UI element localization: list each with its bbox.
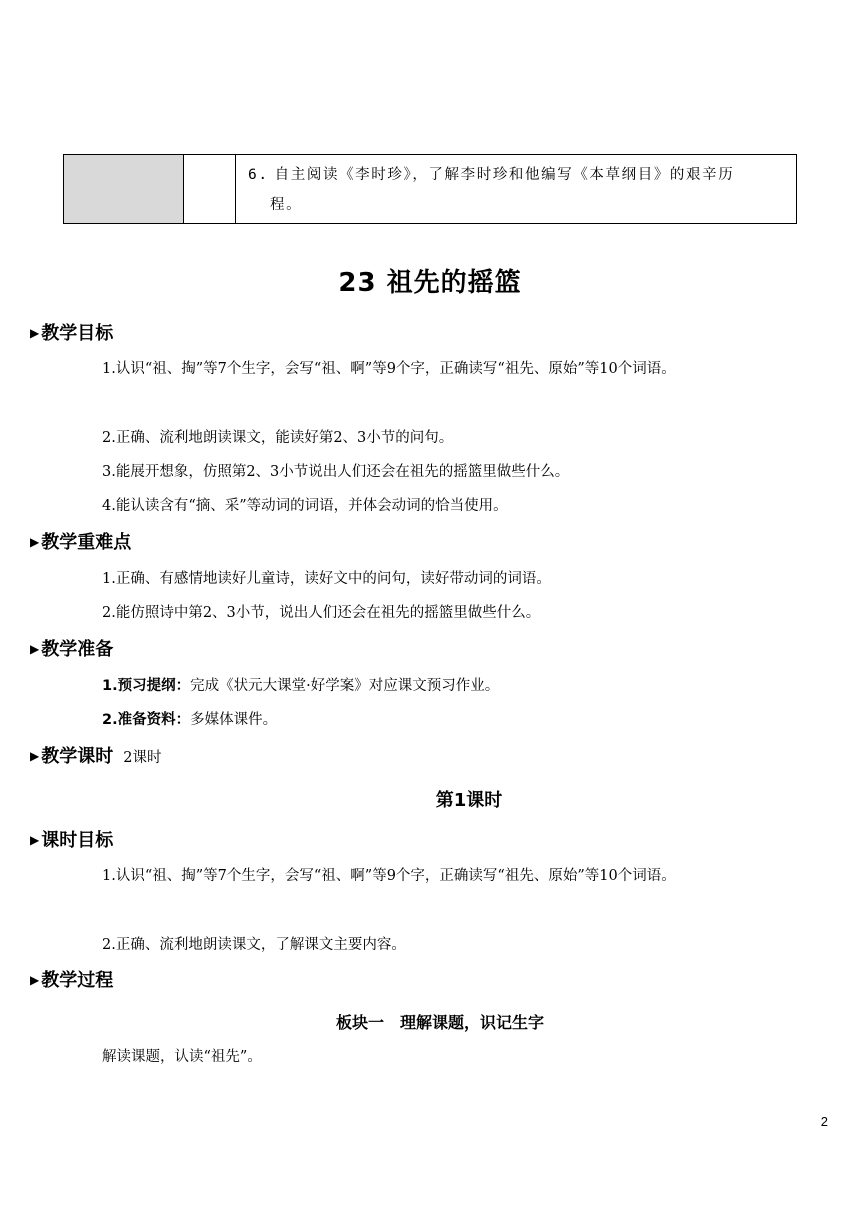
period-objective-item-1: 1.认识“祖、掏”等7个生字，会写“祖、啊”等9个字，正确读写“祖先、原始”等10个词语。 xyxy=(102,868,676,884)
table-fragment xyxy=(63,154,797,224)
key-point-item-2: 2.能仿照诗中第2、3小节，说出人们还会在祖先的摇篮里做些什么。 xyxy=(102,605,541,621)
section-heading-process: ▶ 教学过程 xyxy=(30,970,114,991)
block-title: 板块一 理解课题，识记生字 xyxy=(336,1013,545,1032)
period-objective-item-2: 2.正确、流利地朗读课文，了解课文主要内容。 xyxy=(102,937,406,953)
preparation-item-1: 1.预习提纲：完成《状元大课堂·好学案》对应课文预习作业。 xyxy=(102,678,500,694)
objective-item-2: 2.正确、流利地朗读课文，能读好第2、3小节的问句。 xyxy=(102,430,454,446)
key-point-item-1: 1.正确、有感情地读好儿童诗，读好文中的问句，读好带动词的词语。 xyxy=(102,571,551,587)
section-heading-periods: ▶ 教学课时 2课时 xyxy=(30,746,162,767)
triangle-bullet-icon: ▶ xyxy=(30,749,40,763)
objective-item-1: 1.认识“祖、掏”等7个生字，会写“祖、啊”等9个字，正确读写“祖先、原始”等10个词语。 xyxy=(102,361,676,377)
section-heading-objectives: ▶ 教学目标 xyxy=(30,323,114,344)
objective-item-4: 4.能认读含有“摘、采”等动词的词语，并体会动词的恰当使用。 xyxy=(102,498,508,514)
preparation-item-2: 2.准备资料：多媒体课件。 xyxy=(102,712,278,728)
item-number: 6. xyxy=(248,167,269,183)
page-number: 2 xyxy=(820,1114,828,1129)
periods-value: 2课时 xyxy=(123,750,162,766)
objective-item-3: 3.能展开想象，仿照第2、3小节说出人们还会在祖先的摇篮里做些什么。 xyxy=(102,464,570,480)
triangle-bullet-icon: ▶ xyxy=(30,535,40,549)
triangle-bullet-icon: ▶ xyxy=(30,973,40,987)
item-text-line1: 自主阅读《李时珍》，了解李时珍和他编写《本草纲目》的艰辛历 xyxy=(274,167,735,183)
item-text-line2: 程。 xyxy=(270,197,303,213)
section-heading-key-points: ▶ 教学重难点 xyxy=(30,532,132,553)
lesson-title: 23 祖先的摇篮 xyxy=(338,268,522,298)
period-title: 第1课时 xyxy=(435,790,503,811)
section-heading-period-objectives: ▶ 课时目标 xyxy=(30,830,114,851)
table-cell-content xyxy=(236,155,796,223)
table-cell-empty xyxy=(184,155,236,223)
block-text: 解读课题，认读“祖先”。 xyxy=(102,1049,262,1065)
triangle-bullet-icon: ▶ xyxy=(30,833,40,847)
section-heading-preparation: ▶ 教学准备 xyxy=(30,639,114,660)
triangle-bullet-icon: ▶ xyxy=(30,326,40,340)
triangle-bullet-icon: ▶ xyxy=(30,642,40,656)
table-cell-shaded xyxy=(64,155,184,223)
